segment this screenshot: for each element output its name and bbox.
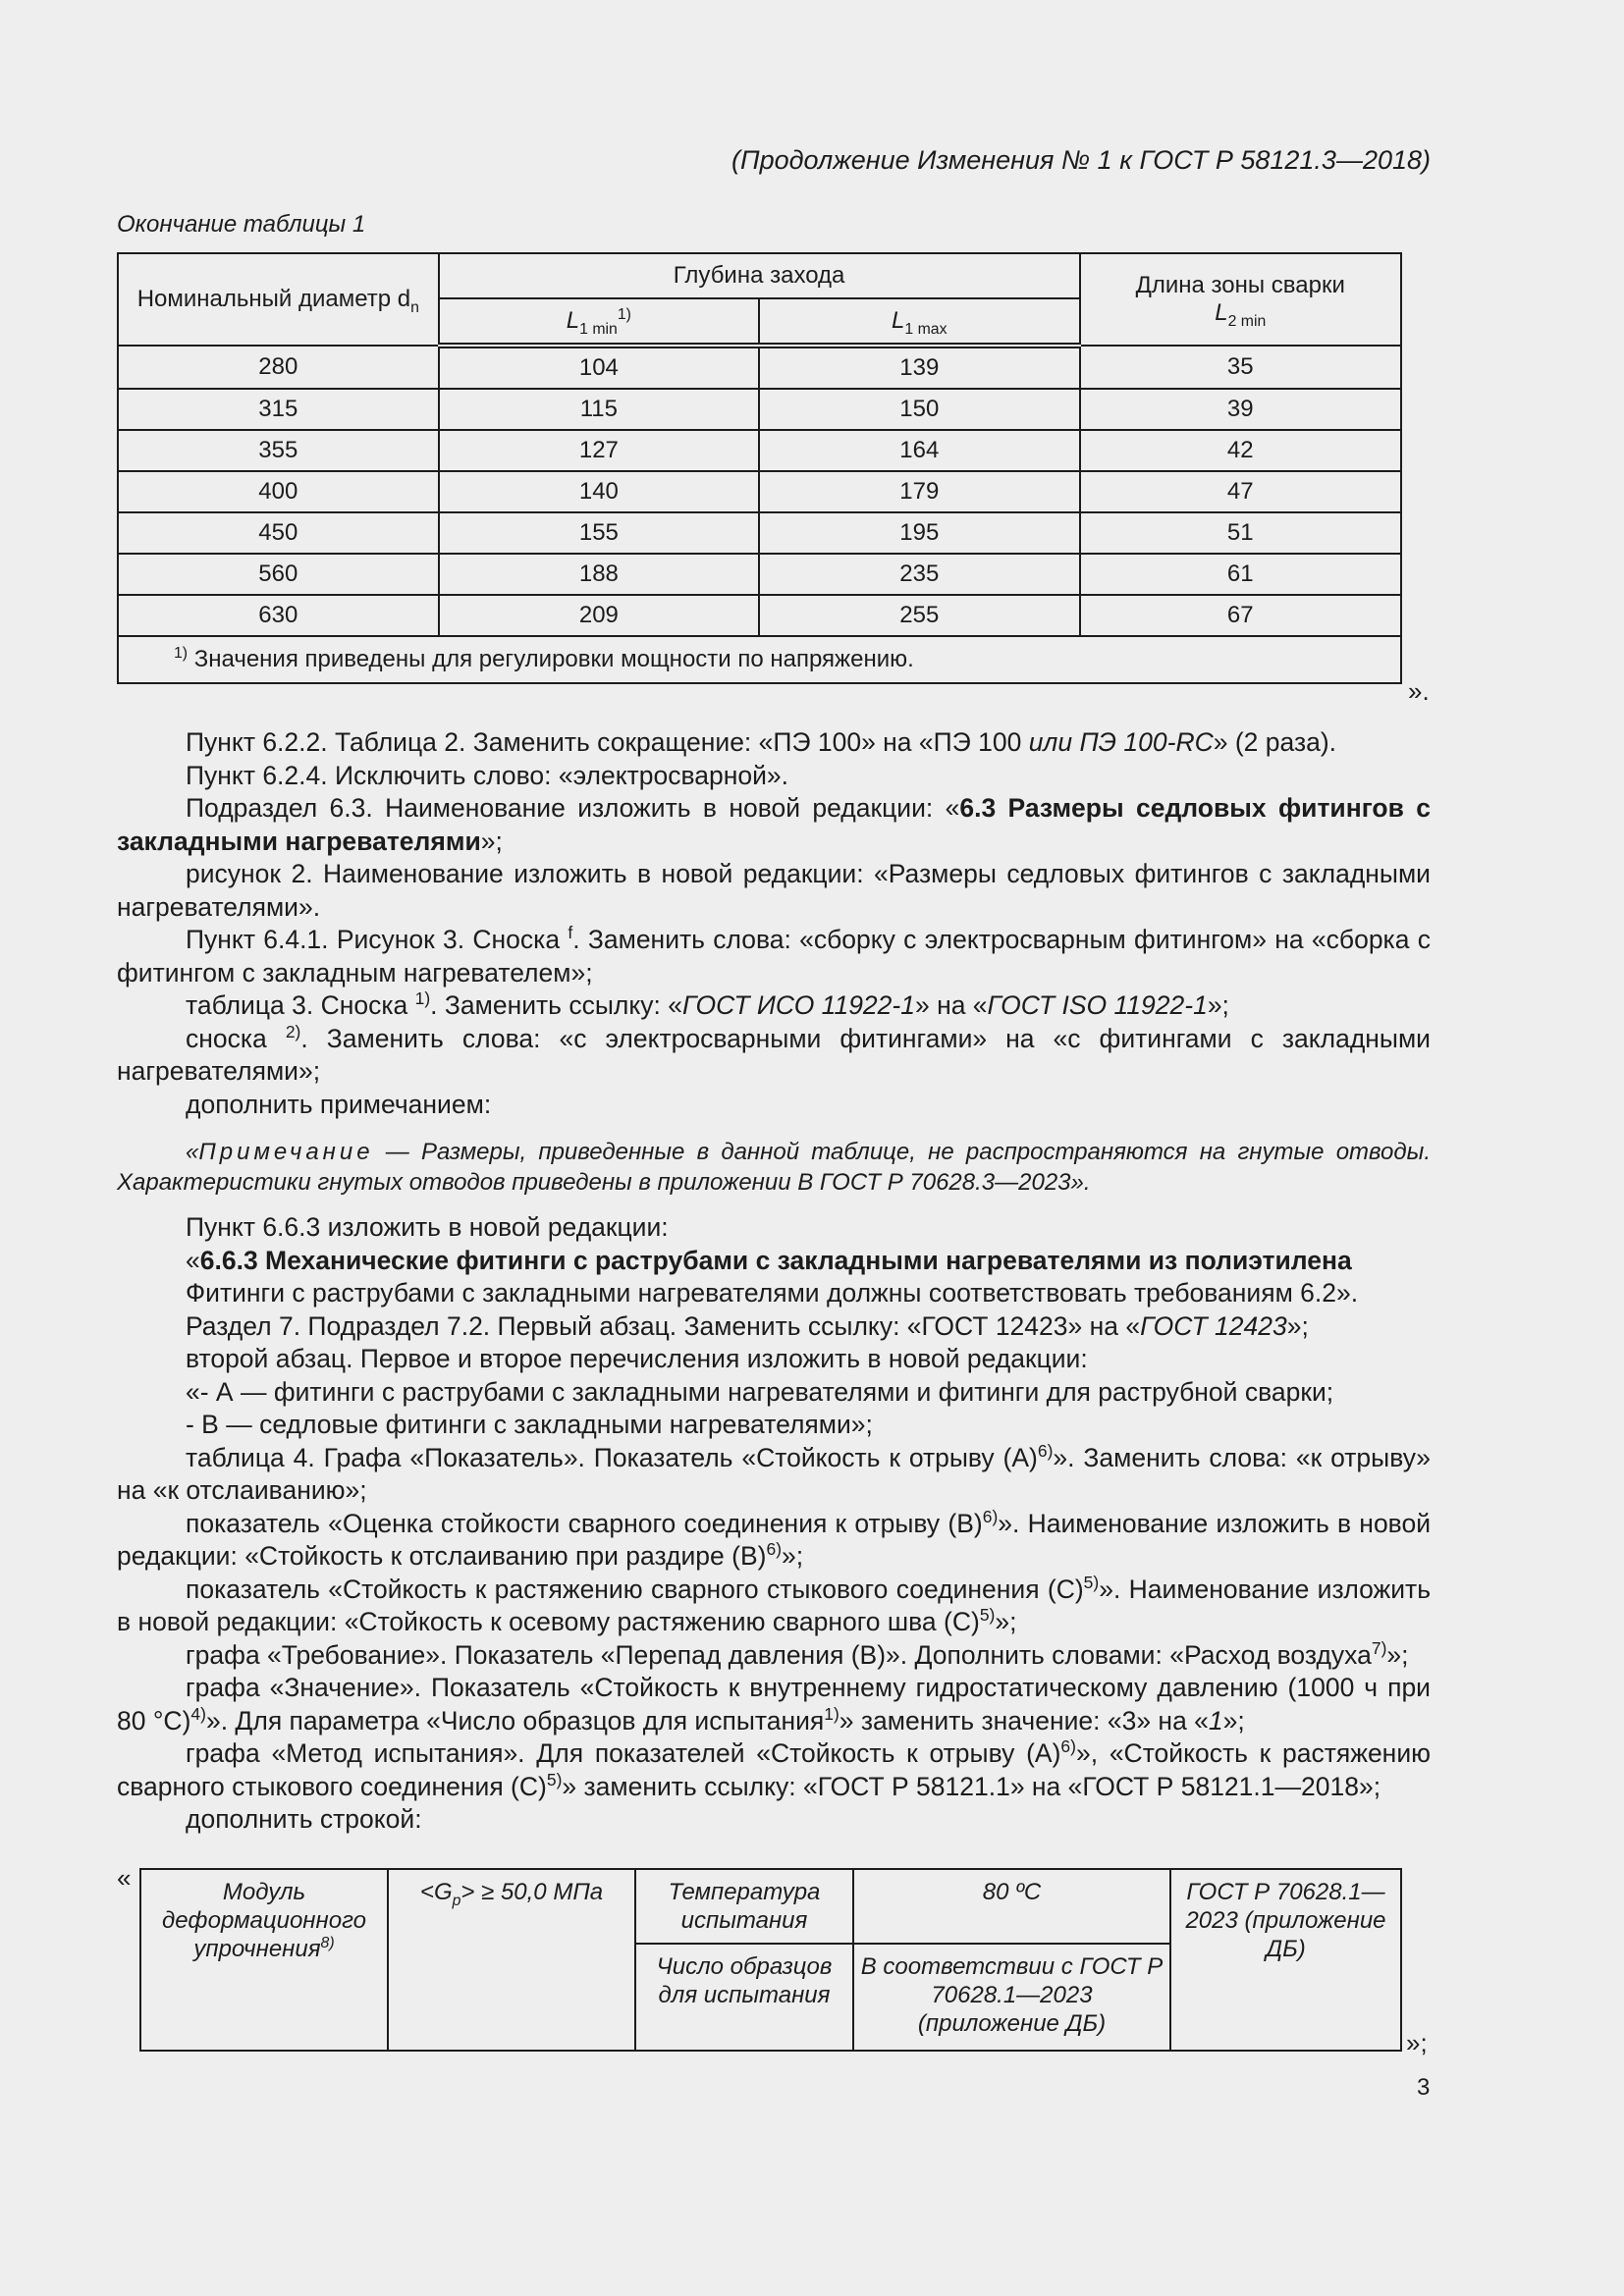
dimensions-table (117, 252, 1402, 684)
cell-condition-temperature: Температура испытания (635, 1869, 853, 1944)
paragraph: Пункт 6.6.3 изложить в новой редакции: (186, 1212, 669, 1242)
paragraph: Пункт 6.2.4. Исключить слово: «электросварной». (186, 760, 789, 790)
col-header-l1max: $L_{1 max}$ (759, 298, 1079, 346)
table-row: 450 155 195 51 (118, 512, 1401, 554)
paragraph: таблица 3. Сноска $^{1)}$. Заменить ссылку: «ГОСТ ИСО 11922-1» на «ГОСТ ISO 11922-1»; (186, 988, 1229, 1020)
table-footnote-row: $^{1)}$ Значения приведены для регулировки мощности по напряжению. (118, 636, 1401, 683)
page-number: 3 (1417, 2074, 1431, 2101)
paragraph: Подраздел 6.3. Наименование изложить в новой редакции: «6.3 Размеры седловых фитингов с закладными нагревателями»; (117, 793, 1431, 856)
table-row: 280 104 139 35 (118, 346, 1401, 389)
paragraph: второй абзац. Первое и второе перечисления изложить в новой редакции: (186, 1344, 1088, 1373)
table-closing-quote: ». (1408, 676, 1430, 706)
cell-value-samples: В соответствии с ГОСТ Р 70628.1—2023 (приложение ДБ) (853, 1944, 1170, 2051)
col-header-depth: Глубина захода (439, 253, 1080, 298)
added-row-table (139, 1868, 1400, 2052)
paragraph: рисунок 2. Наименование изложить в новой редакции: «Размеры седловых фитингов с закладными нагревателями». (117, 859, 1431, 922)
paragraph: графа «Требование». Показатель «Перепад давления (В)». Дополнить словами: «Расход воздуха$^{7)}$»; (186, 1637, 1409, 1670)
row-opening-quote: « (117, 1863, 132, 1893)
paragraph: показатель «Оценка стойкости сварного соединения к отрыву $(В)^{6)}$». Наименование изложить в новой редакции: «Стойкость к отслаиванию при раздире $(В)^{6)}$»; (117, 1506, 1431, 1571)
paragraph: таблица 4. Графа «Показатель». Показатель «Стойкость к отрыву $(А)^{6)}$». Заменить слова: «к отрыву» на «к отслаиванию»; (117, 1440, 1431, 1505)
cell-requirement: $<G_p> \ge 50,0$ МПа (388, 1869, 635, 2051)
paragraph: «6.6.3 Механические фитинги с раструбами с закладными нагревателями из полиэтилена (186, 1245, 1352, 1275)
paragraph: Фитинги с раструбами с закладными нагревателями должны соответствовать требованиям 6.2». (186, 1278, 1359, 1308)
cell-parameter: Модуль деформационного упрочнения$^{8)}$ (140, 1869, 388, 2051)
paragraph: Пункт 6.2.2. Таблица 2. Заменить сокращение: «ПЭ 100» на «ПЭ 100 или ПЭ 100-RC» (2 раза). (186, 727, 1337, 757)
table-row: 315 115 150 39 (118, 389, 1401, 430)
cell-condition-samples: Число образцов для испытания (635, 1944, 853, 2051)
note-paragraph: «Примечание — Размеры, приведенные в данной таблице, не распространяются на гнутые отводы. Характеристики гнутых отводов приведены в приложении В ГОСТ Р 70628.3—2023». (117, 1139, 1431, 1196)
cell-test-method: ГОСТ Р 70628.1—2023 (приложение ДБ) (1170, 1869, 1401, 2051)
table-row: 560 188 235 61 (118, 554, 1401, 595)
col-header-l1min: $L_{1 min}^{1)}$ (439, 298, 759, 346)
table-caption: Окончание таблицы 1 (117, 211, 366, 238)
paragraph: графа «Значение». Показатель «Стойкость к внутреннему гидростатическому давлению (1000 ч при 80 °С)$^{4)}$». Для параметра «Число образцов для испытания$^{1)}$» заменить значение: «3» на «1»; (117, 1673, 1431, 1735)
table-row: 400 140 179 47 (118, 471, 1401, 512)
paragraph: - В — седловые фитинги с закладными нагревателями»; (186, 1410, 873, 1439)
paragraph: графа «Метод испытания». Для показателей «Стойкость к отрыву $(А)^{6)}$», «Стойкость к растяжению сварного стыкового соединения $(С)^{5)}$» заменить ссылку: «ГОСТ Р 58121.1» на «ГОСТ Р 58121.1—2018»; (117, 1736, 1431, 1801)
paragraph: дополнить примечанием: (186, 1089, 492, 1119)
running-header: (Продолжение Изменения № 1 к ГОСТ Р 58121.3—2018) (731, 145, 1431, 175)
paragraph: дополнить строкой: (186, 1804, 422, 1834)
paragraph: сноска $^{2)}$. Заменить слова: «с электросварными фитингами» на «с фитингами с закладными нагревателями»; (117, 1021, 1431, 1086)
col-header-diameter: Номинальный диаметр $d_n$ (118, 253, 439, 346)
table-row: 355 127 164 42 (118, 430, 1401, 471)
paragraph: показатель «Стойкость к растяжению сварного стыкового соединения $(С)^{5)}$». Наименование изложить в новой редакции: «Стойкость к осевому растяжению сварного шва $(С)^{5)}$»; (117, 1572, 1431, 1636)
cell-value-temperature: 80 ºС (853, 1869, 1170, 1944)
row-closing-quote: »; (1406, 2028, 1428, 2057)
paragraph: Раздел 7. Подраздел 7.2. Первый абзац. Заменить ссылку: «ГОСТ 12423» на «ГОСТ 12423»; (186, 1310, 1309, 1341)
col-header-weld-length: Длина зоны сварки $L_{2 min}$ (1080, 253, 1402, 346)
amendment-text (117, 726, 1431, 1837)
table-row: 630 209 255 67 (118, 595, 1401, 636)
paragraph: Пункт 6.4.1. Рисунок 3. Сноска $^f$. Заменить слова: «сборку с электросварным фитингом» на «сборка с фитингом с закладным нагревателем»; (117, 923, 1431, 988)
paragraph: «- А — фитинги с раструбами с закладными нагревателями и фитинги для раструбной сварки; (186, 1376, 1334, 1407)
